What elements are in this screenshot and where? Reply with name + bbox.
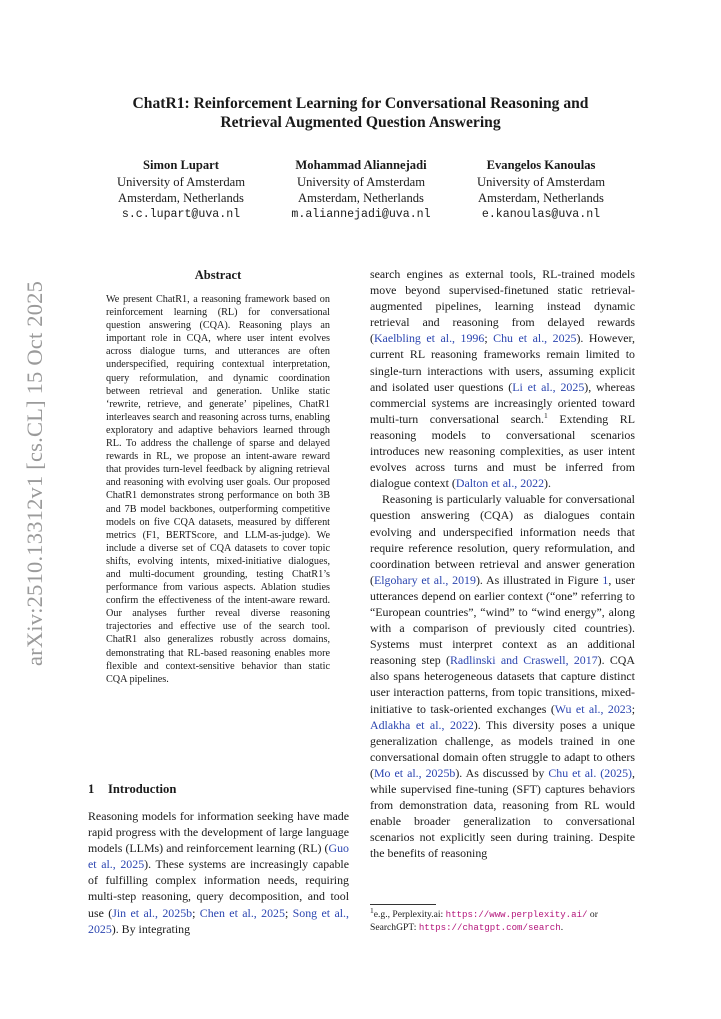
footnote-ref[interactable]: 1 [544,410,548,420]
intro-left-paragraph: Reasoning models for information seeking have made rapid progress with the development of large language models (LLMs) and reinforcement learning (RL) (Guo et al., 2025). These systems are increasingly capable of fulfilling complex information needs, requiring multi-step reasoning, query decomposition, and tool use (Jin et al., 2025b; Chen et al., 2025; Song et al., 2025). By integrating [88,809,349,936]
title-line-1: ChatR1: Reinforcement Learning for Conversational Reasoning and [132,95,589,112]
citation-link[interactable]: Chu et al. (2025) [548,765,633,780]
author-name: Mohammad Aliannejadi [295,158,427,172]
section-title: Introduction [108,782,177,796]
footnote-rule [370,904,436,905]
paper-title [90,94,631,132]
author-email[interactable]: s.c.lupart@uva.nl [121,207,241,221]
arxiv-side-stamp: arXiv:2510.13312v1 [cs.CL] 15 Oct 2025 [22,280,47,666]
footnote-link-perplexity[interactable]: https://www.perplexity.ai/ [445,909,588,920]
footnote-mid: or SearchGPT: [370,909,598,933]
author-block [100,157,262,223]
right-column [370,266,635,861]
author-email[interactable]: e.kanoulas@uva.nl [481,207,601,221]
citation-link[interactable]: Song et al., 2025 [88,905,349,936]
footnote-mark: 1 [370,905,374,915]
citation-link[interactable]: Guo et al., 2025 [88,841,349,872]
citation-link[interactable]: Radlinski and Craswell, 2017 [449,653,598,668]
abstract-heading: Abstract [194,268,242,282]
citation-link[interactable]: Kaelbling et al., 1996 [373,331,485,346]
citation-link[interactable]: Wu et al., 2023 [554,701,632,716]
footnote-prefix: e.g., Perplexity.ai: [373,909,446,920]
citation-link[interactable]: Li et al., 2025 [512,379,585,394]
author-affiliation: University of Amsterdam [476,174,605,189]
citation-link[interactable]: Adlakha et al., 2022 [370,717,474,732]
section-heading [88,782,348,797]
author-affiliation: University of Amsterdam [296,174,425,189]
citation-link[interactable]: Chu et al., 2025 [493,331,577,346]
citation-link[interactable]: Jin et al., 2025b [112,905,193,920]
author-block [458,157,624,223]
author-location: Amsterdam, Netherlands [118,191,244,206]
author-email[interactable]: m.aliannejadi@uva.nl [291,207,431,221]
citation-link[interactable]: Dalton et al., 2022 [455,476,545,491]
section-number: 1 [88,782,95,796]
citation-link[interactable]: Chen et al., 2025 [199,905,285,920]
footnote-end: . [560,922,564,933]
author-block [278,157,444,223]
right-paragraph-2: Reasoning is particularly valuable for conversational question answering (CQA) as dialogues contain evolving and underspecified information needs that require reference resolution, query reformulation, and coordination between retrieval and answer generation (Elgohary et al., 2019). As illustrated in Figure 1, user utterances depend on earlier context (“one” referring to “European countries”, “wind” to “wind energy”, along with a comparison of previously cited countries). Systems must interpret context as an additional reasoning step (Radlinski and Craswell, 2017). CQA also spans heterogeneous datasets that capture distinct user interaction patterns, from topic transitions, mixed-initiative to task-oriented exchanges (Wu et al., 2023; Adlakha et al., 2022). This diversity poses a unique generalization challenge, as models trained in one conversational domain often struggle to adapt to others (Mo et al., 2025b). As discussed by Chu et al. (2025), while supervised fine-tuning (SFT) captures behaviors from demonstration data, reasoning from RL would enable broader generalization to conversational scenarios not explicitly seen during training. Despite the benefits of reasoning [370,492,635,861]
author-location: Amsterdam, Netherlands [298,191,424,206]
title-line-2: Retrieval Augmented Question Answering [220,114,501,131]
footnote [370,905,635,934]
author-name: Simon Lupart [143,158,219,172]
right-paragraph-1: search engines as external tools, RL-trained models move beyond supervised-finetuned static retrieval-augmented pipelines, learning instead dynamic retrieval and reasoning from delayed rewards (Kaelbling et al., 1996; Chu et al., 2025). However, current RL reasoning frameworks remain limited to single-turn interactions with users, assuming explicit and isolated user questions (Li et al., 2025), whereas commercial systems are increasingly oriented toward multi-turn conversational search.$^1$ Extending RL reasoning models to conversational scenarios introduces new reasoning complexities, as user intent evolves across turns and must be inferred from dialogue context (Dalton et al., 2022). [370,267,636,491]
author-affiliation: University of Amsterdam [116,174,245,189]
citation-link[interactable]: Mo et al., 2025b [373,765,456,780]
author-location: Amsterdam, Netherlands [478,191,604,206]
author-name: Evangelos Kanoulas [486,158,596,172]
citation-link[interactable]: Elgohary et al., 2019 [373,572,476,587]
abstract-text: We present ChatR1, a reasoning framework based on reinforcement learning (RL) for conversational question answering (CQA). Reasoning plays an important role in CQA, where user intent evolves across dialogue turns, and utterances are often underspecified, requiring contextual interpretation, query reformulation, and dynamic coordination between retrieval and generation. Unlike static ‘rewrite, retrieve, and generate’ pipelines, ChatR1 interleaves search and reasoning across turns, enabling exploratory and adaptive behaviors learned through RL. To address the challenge of sparse and delayed rewards in RL, we propose an intent-aware reward that provides turn-level feedback by aligning retrieval and reasoning with evolving user goals. Our proposed ChatR1 demonstrates strong performance on both 3B and 7B model backbones, outperforming competitive models on five CQA datasets, measured by different metrics (F1, BERTScore, and LLM-as-judge). We include a diverse set of CQA datasets to cover topic shifts, evolving intents, mixed-initiative dialogues, and multi-document grounding, testing ChatR1’s performance from various aspects. Ablation studies confirm the effectiveness of the intent-aware reward. Our analyses further reveal diverse reasoning trajectories and effective use of the search tool. ChatR1 also generalizes robustly across domains, demonstrating that RL-based reasoning enables more flexible and context-sensitive behavior than static CQA pipelines. [106,294,330,685]
citation-link[interactable]: 1 [602,572,609,587]
footnote-link-searchgpt[interactable]: https://chatgpt.com/search [418,922,561,933]
